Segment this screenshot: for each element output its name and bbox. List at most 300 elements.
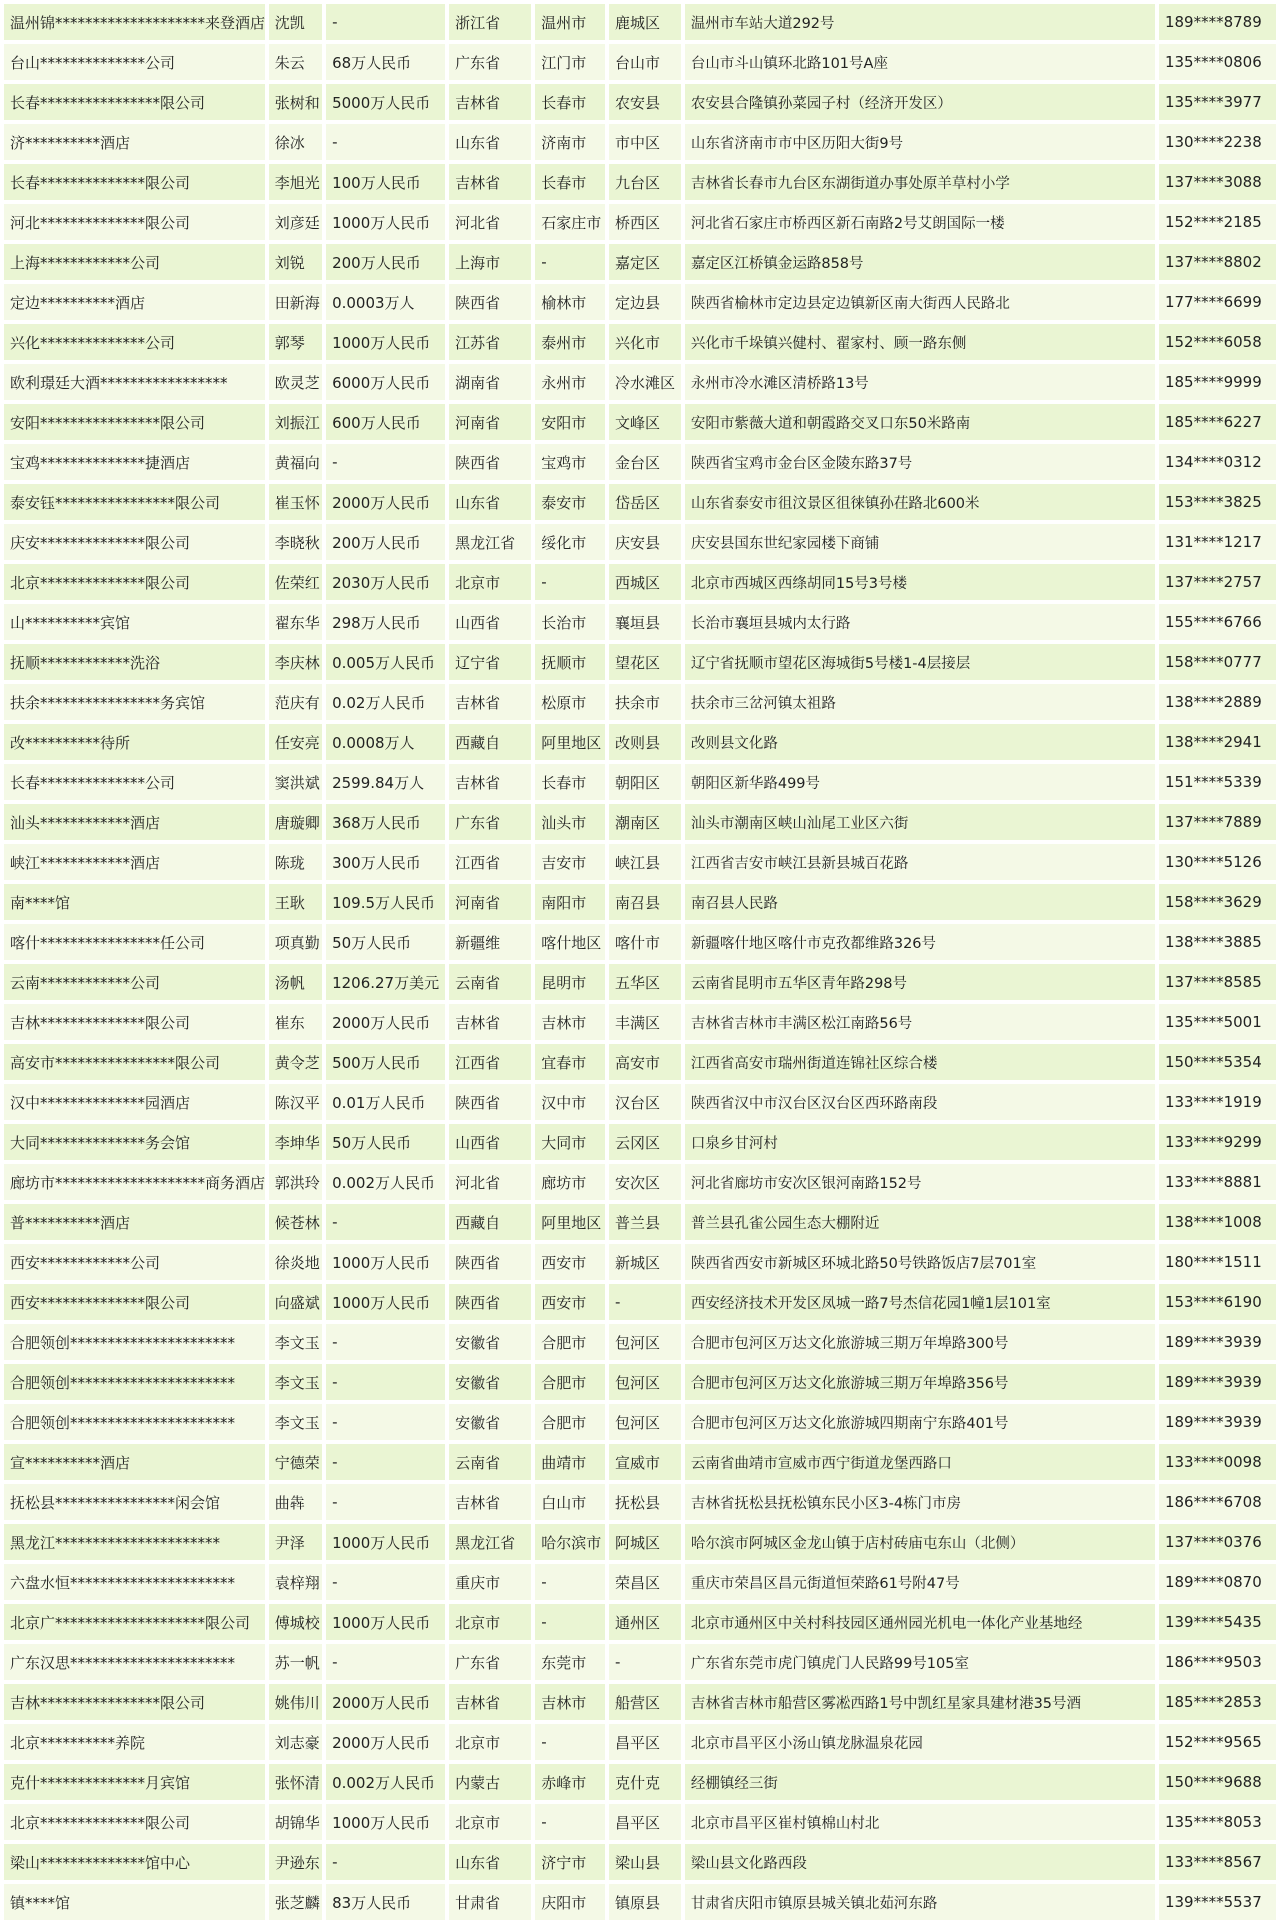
registered-capital-cell: - (326, 444, 445, 480)
district-cell: 云冈区 (609, 1124, 681, 1160)
registered-capital-cell: - (326, 1204, 445, 1240)
province-cell: 广东省 (449, 804, 531, 840)
table-row (4, 324, 1276, 360)
city-cell: 抚顺市 (535, 644, 605, 680)
address-cell: 合肥市包河区万达文化旅游城四期南宁东路401号 (685, 1404, 1155, 1440)
registered-capital-cell: 0.0008万人 (326, 724, 445, 760)
company-name-cell: 宣**********酒店 (4, 1444, 265, 1480)
province-cell: 北京市 (449, 1724, 531, 1760)
table-row (4, 684, 1276, 720)
legal-person-cell: 袁梓翔 (269, 1564, 322, 1600)
registered-capital-cell: - (326, 124, 445, 160)
phone-cell: 133****9299 (1159, 1124, 1276, 1160)
registered-capital-cell: 2000万人民币 (326, 484, 445, 520)
city-cell: 石家庄市 (535, 204, 605, 240)
district-cell: 峡江县 (609, 844, 681, 880)
registered-capital-cell: - (326, 4, 445, 40)
city-cell: 松原市 (535, 684, 605, 720)
city-cell: 喀什地区 (535, 924, 605, 960)
table-row (4, 524, 1276, 560)
table-row (4, 1044, 1276, 1080)
phone-cell: 135****3977 (1159, 84, 1276, 120)
district-cell: 高安市 (609, 1044, 681, 1080)
address-cell: 河北省石家庄市桥西区新石南路2号艾朗国际一楼 (685, 204, 1155, 240)
phone-cell: 134****0312 (1159, 444, 1276, 480)
legal-person-cell: 向盛斌 (269, 1284, 322, 1320)
address-cell: 江西省吉安市峡江县新县城百花路 (685, 844, 1155, 880)
address-cell: 口泉乡甘河村 (685, 1124, 1155, 1160)
city-cell: 西安市 (535, 1284, 605, 1320)
table-row (4, 164, 1276, 200)
company-name-cell: 抚顺************洗浴 (4, 644, 265, 680)
legal-person-cell: 张树和 (269, 84, 322, 120)
phone-cell: 185****6227 (1159, 404, 1276, 440)
city-cell: 绥化市 (535, 524, 605, 560)
registered-capital-cell: 100万人民币 (326, 164, 445, 200)
company-name-cell: 温州锦********************来登酒店 (4, 4, 265, 40)
province-cell: 北京市 (449, 1604, 531, 1640)
province-cell: 内蒙古 (449, 1764, 531, 1800)
company-name-cell: 云南************公司 (4, 964, 265, 1000)
address-cell: 吉林省抚松县抚松镇东民小区3-4栋门市房 (685, 1484, 1155, 1520)
district-cell: 文峰区 (609, 404, 681, 440)
company-name-cell: 合肥领创********************** (4, 1364, 265, 1400)
legal-person-cell: 尹逊东 (269, 1844, 322, 1880)
table-row (4, 1884, 1276, 1920)
province-cell: 黑龙江省 (449, 1524, 531, 1560)
registered-capital-cell: - (326, 1844, 445, 1880)
phone-cell: 186****6708 (1159, 1484, 1276, 1520)
registered-capital-cell: - (326, 1564, 445, 1600)
phone-cell: 153****3825 (1159, 484, 1276, 520)
company-name-cell: 兴化**************公司 (4, 324, 265, 360)
table-row (4, 4, 1276, 40)
company-name-cell: 广东汉思********************** (4, 1644, 265, 1680)
address-cell: 合肥市包河区万达文化旅游城三期万年埠路300号 (685, 1324, 1155, 1360)
registered-capital-cell: 600万人民币 (326, 404, 445, 440)
address-cell: 云南省昆明市五华区青年路298号 (685, 964, 1155, 1000)
legal-person-cell: 崔玉怀 (269, 484, 322, 520)
table-row (4, 1524, 1276, 1560)
address-cell: 梁山县文化路西段 (685, 1844, 1155, 1880)
city-cell: 汕头市 (535, 804, 605, 840)
phone-cell: 155****6766 (1159, 604, 1276, 640)
registered-capital-cell: 1206.27万美元 (326, 964, 445, 1000)
registered-capital-cell: 0.02万人民币 (326, 684, 445, 720)
company-name-cell: 汕头************酒店 (4, 804, 265, 840)
address-cell: 山东省济南市市中区历阳大街9号 (685, 124, 1155, 160)
district-cell: 定边县 (609, 284, 681, 320)
table-row (4, 1564, 1276, 1600)
registered-capital-cell: 1000万人民币 (326, 1604, 445, 1640)
city-cell: 汉中市 (535, 1084, 605, 1120)
company-name-cell: 长春**************限公司 (4, 164, 265, 200)
registered-capital-cell: - (326, 1644, 445, 1680)
address-cell: 北京市昌平区崔村镇棉山村北 (685, 1804, 1155, 1840)
table-row (4, 1444, 1276, 1480)
phone-cell: 139****5537 (1159, 1884, 1276, 1920)
legal-person-cell: 陈珑 (269, 844, 322, 880)
district-cell: 五华区 (609, 964, 681, 1000)
province-cell: 山西省 (449, 604, 531, 640)
phone-cell: 130****5126 (1159, 844, 1276, 880)
district-cell: 宣威市 (609, 1444, 681, 1480)
city-cell: 合肥市 (535, 1324, 605, 1360)
district-cell: 台山市 (609, 44, 681, 80)
address-cell: 永州市冷水滩区清桥路13号 (685, 364, 1155, 400)
company-name-cell: 宝鸡**************捷酒店 (4, 444, 265, 480)
city-cell: 永州市 (535, 364, 605, 400)
district-cell: 昌平区 (609, 1804, 681, 1840)
province-cell: 新疆维 (449, 924, 531, 960)
address-cell: 安阳市紫薇大道和朝霞路交叉口东50米路南 (685, 404, 1155, 440)
registered-capital-cell: 0.002万人民币 (326, 1164, 445, 1200)
district-cell: 镇原县 (609, 1884, 681, 1920)
table-row (4, 204, 1276, 240)
province-cell: 广东省 (449, 44, 531, 80)
legal-person-cell: 窦洪斌 (269, 764, 322, 800)
company-name-cell: 北京**************限公司 (4, 1804, 265, 1840)
registered-capital-cell: - (326, 1484, 445, 1520)
legal-person-cell: 郭洪玲 (269, 1164, 322, 1200)
phone-cell: 152****6058 (1159, 324, 1276, 360)
district-cell: 襄垣县 (609, 604, 681, 640)
district-cell: 岱岳区 (609, 484, 681, 520)
legal-person-cell: 姚伟川 (269, 1684, 322, 1720)
phone-cell: 189****3939 (1159, 1324, 1276, 1360)
registered-capital-cell: 2599.84万人 (326, 764, 445, 800)
phone-cell: 152****2185 (1159, 204, 1276, 240)
legal-person-cell: 宁德荣 (269, 1444, 322, 1480)
registered-capital-cell: 2000万人民币 (326, 1004, 445, 1040)
table-row (4, 1764, 1276, 1800)
legal-person-cell: 候苍林 (269, 1204, 322, 1240)
district-cell: 庆安县 (609, 524, 681, 560)
legal-person-cell: 张怀清 (269, 1764, 322, 1800)
registered-capital-cell: 50万人民币 (326, 924, 445, 960)
table-row (4, 84, 1276, 120)
company-name-cell: 山**********宾馆 (4, 604, 265, 640)
phone-cell: 138****3885 (1159, 924, 1276, 960)
phone-cell: 158****3629 (1159, 884, 1276, 920)
legal-person-cell: 李文玉 (269, 1324, 322, 1360)
legal-person-cell: 李旭光 (269, 164, 322, 200)
province-cell: 浙江省 (449, 4, 531, 40)
city-cell: 阿里地区 (535, 1204, 605, 1240)
address-cell: 吉林省吉林市船营区雾凇西路1号中凯红星家具建材港35号酒 (685, 1684, 1155, 1720)
company-name-cell: 台山**************公司 (4, 44, 265, 80)
phone-cell: 189****0870 (1159, 1564, 1276, 1600)
district-cell: 通州区 (609, 1604, 681, 1640)
company-name-cell: 吉林**************限公司 (4, 1004, 265, 1040)
legal-person-cell: 苏一帆 (269, 1644, 322, 1680)
legal-person-cell: 黄令芝 (269, 1044, 322, 1080)
table-row (4, 1284, 1276, 1320)
table-row (4, 564, 1276, 600)
company-name-cell: 廊坊市********************商务酒店 (4, 1164, 265, 1200)
address-cell: 陕西省宝鸡市金台区金陵东路37号 (685, 444, 1155, 480)
phone-cell: 152****9565 (1159, 1724, 1276, 1760)
province-cell: 吉林省 (449, 1684, 531, 1720)
company-name-cell: 长春****************限公司 (4, 84, 265, 120)
table-row (4, 804, 1276, 840)
city-cell: 长春市 (535, 84, 605, 120)
address-cell: 长治市襄垣县城内太行路 (685, 604, 1155, 640)
province-cell: 云南省 (449, 1444, 531, 1480)
district-cell: 包河区 (609, 1324, 681, 1360)
address-cell: 陕西省汉中市汉台区汉台区西环路南段 (685, 1084, 1155, 1120)
phone-cell: 138****2889 (1159, 684, 1276, 720)
company-name-cell: 合肥领创********************** (4, 1324, 265, 1360)
company-name-cell: 黑龙江********************** (4, 1524, 265, 1560)
legal-person-cell: 李晓秋 (269, 524, 322, 560)
legal-person-cell: 崔东 (269, 1004, 322, 1040)
legal-person-cell: 李文玉 (269, 1364, 322, 1400)
registered-capital-cell: 1000万人民币 (326, 1804, 445, 1840)
table-row (4, 484, 1276, 520)
company-name-cell: 北京**********养院 (4, 1724, 265, 1760)
city-cell: 昆明市 (535, 964, 605, 1000)
registered-capital-cell: 1000万人民币 (326, 1284, 445, 1320)
registered-capital-cell: - (326, 1324, 445, 1360)
registered-capital-cell: 300万人民币 (326, 844, 445, 880)
address-cell: 台山市斗山镇环北路101号A座 (685, 44, 1155, 80)
city-cell: - (535, 564, 605, 600)
province-cell: 江西省 (449, 844, 531, 880)
province-cell: 陕西省 (449, 1284, 531, 1320)
city-cell: 泰安市 (535, 484, 605, 520)
province-cell: 吉林省 (449, 84, 531, 120)
registered-capital-cell: - (326, 1444, 445, 1480)
company-name-cell: 梁山**************馆中心 (4, 1844, 265, 1880)
district-cell: 丰满区 (609, 1004, 681, 1040)
company-name-cell: 泰安钰****************限公司 (4, 484, 265, 520)
phone-cell: 158****0777 (1159, 644, 1276, 680)
district-cell: 新城区 (609, 1244, 681, 1280)
district-cell: 喀什市 (609, 924, 681, 960)
province-cell: 河北省 (449, 204, 531, 240)
table-row (4, 844, 1276, 880)
legal-person-cell: 唐璇卿 (269, 804, 322, 840)
legal-person-cell: 欧灵芝 (269, 364, 322, 400)
registered-capital-cell: 0.0003万人 (326, 284, 445, 320)
company-name-cell: 扶余****************务宾馆 (4, 684, 265, 720)
legal-person-cell: 翟东华 (269, 604, 322, 640)
address-cell: 北京市昌平区小汤山镇龙脉温泉花园 (685, 1724, 1155, 1760)
legal-person-cell: 徐冰 (269, 124, 322, 160)
province-cell: 吉林省 (449, 684, 531, 720)
table-row (4, 444, 1276, 480)
city-cell: 温州市 (535, 4, 605, 40)
phone-cell: 137****3088 (1159, 164, 1276, 200)
province-cell: 河南省 (449, 404, 531, 440)
province-cell: 云南省 (449, 964, 531, 1000)
address-cell: 庆安县国东世纪家园楼下商铺 (685, 524, 1155, 560)
company-name-cell: 欧利璟廷大酒***************** (4, 364, 265, 400)
legal-person-cell: 傅城校 (269, 1604, 322, 1640)
province-cell: 山东省 (449, 1844, 531, 1880)
province-cell: 甘肃省 (449, 1884, 531, 1920)
district-cell: 包河区 (609, 1404, 681, 1440)
table-row (4, 964, 1276, 1000)
address-cell: 改则县文化路 (685, 724, 1155, 760)
phone-cell: 150****9688 (1159, 1764, 1276, 1800)
address-cell: 吉林省吉林市丰满区松江南路56号 (685, 1004, 1155, 1040)
company-name-cell: 上海************公司 (4, 244, 265, 280)
address-cell: 普兰县孔雀公园生态大棚附近 (685, 1204, 1155, 1240)
province-cell: 广东省 (449, 1644, 531, 1680)
province-cell: 辽宁省 (449, 644, 531, 680)
table-row (4, 1804, 1276, 1840)
company-name-cell: 峡江************酒店 (4, 844, 265, 880)
address-cell: 吉林省长春市九台区东湖街道办事处原羊草村小学 (685, 164, 1155, 200)
city-cell: 宝鸡市 (535, 444, 605, 480)
province-cell: 河北省 (449, 1164, 531, 1200)
phone-cell: 177****6699 (1159, 284, 1276, 320)
province-cell: 北京市 (449, 564, 531, 600)
table-row (4, 1844, 1276, 1880)
address-cell: 哈尔滨市阿城区金龙山镇于店村砖庙屯东山（北侧） (685, 1524, 1155, 1560)
district-cell: 冷水滩区 (609, 364, 681, 400)
legal-person-cell: 任安亮 (269, 724, 322, 760)
table-row (4, 1724, 1276, 1760)
registered-capital-cell: 500万人民币 (326, 1044, 445, 1080)
registered-capital-cell: 368万人民币 (326, 804, 445, 840)
company-name-cell: 汉中**************园酒店 (4, 1084, 265, 1120)
city-cell: - (535, 1564, 605, 1600)
district-cell: 梁山县 (609, 1844, 681, 1880)
table-row (4, 1364, 1276, 1400)
legal-person-cell: 徐炎地 (269, 1244, 322, 1280)
address-cell: 扶余市三岔河镇太祖路 (685, 684, 1155, 720)
city-cell: 吉安市 (535, 844, 605, 880)
address-cell: 经棚镇经三街 (685, 1764, 1155, 1800)
company-name-cell: 西安**************限公司 (4, 1284, 265, 1320)
city-cell: 长春市 (535, 764, 605, 800)
table-row (4, 924, 1276, 960)
registered-capital-cell: 2030万人民币 (326, 564, 445, 600)
table-row (4, 404, 1276, 440)
district-cell: 桥西区 (609, 204, 681, 240)
address-cell: 江西省高安市瑞州街道连锦社区综合楼 (685, 1044, 1155, 1080)
address-cell: 辽宁省抚顺市望花区海城街5号楼1-4层接层 (685, 644, 1155, 680)
province-cell: 吉林省 (449, 164, 531, 200)
district-cell: 汉台区 (609, 1084, 681, 1120)
district-cell: 安次区 (609, 1164, 681, 1200)
company-name-cell: 喀什****************任公司 (4, 924, 265, 960)
legal-person-cell: 王耿 (269, 884, 322, 920)
province-cell: 陕西省 (449, 284, 531, 320)
city-cell: 大同市 (535, 1124, 605, 1160)
company-name-cell: 济**********酒店 (4, 124, 265, 160)
province-cell: 陕西省 (449, 1244, 531, 1280)
company-name-cell: 定边**********酒店 (4, 284, 265, 320)
district-cell: 嘉定区 (609, 244, 681, 280)
city-cell: 长治市 (535, 604, 605, 640)
province-cell: 山东省 (449, 484, 531, 520)
registered-capital-cell: 1000万人民币 (326, 204, 445, 240)
province-cell: 西藏自 (449, 1204, 531, 1240)
registered-capital-cell: 1000万人民币 (326, 1244, 445, 1280)
phone-cell: 189****8789 (1159, 4, 1276, 40)
table-row (4, 1324, 1276, 1360)
company-name-cell: 大同**************务会馆 (4, 1124, 265, 1160)
company-name-cell: 普**********酒店 (4, 1204, 265, 1240)
registered-capital-cell: 83万人民币 (326, 1884, 445, 1920)
city-cell: - (535, 1724, 605, 1760)
province-cell: 黑龙江省 (449, 524, 531, 560)
district-cell: 金台区 (609, 444, 681, 480)
company-name-cell: 河北**************限公司 (4, 204, 265, 240)
company-name-cell: 合肥领创********************** (4, 1404, 265, 1440)
city-cell: 济南市 (535, 124, 605, 160)
table-row (4, 724, 1276, 760)
table-body (4, 4, 1276, 1920)
district-cell: - (609, 1644, 681, 1680)
registered-capital-cell: 50万人民币 (326, 1124, 445, 1160)
province-cell: 上海市 (449, 244, 531, 280)
province-cell: 吉林省 (449, 764, 531, 800)
legal-person-cell: 李庆林 (269, 644, 322, 680)
table-row (4, 884, 1276, 920)
company-name-cell: 南****馆 (4, 884, 265, 920)
province-cell: 西藏自 (449, 724, 531, 760)
registered-capital-cell: 68万人民币 (326, 44, 445, 80)
legal-person-cell: 刘锐 (269, 244, 322, 280)
registered-capital-cell: 0.01万人民币 (326, 1084, 445, 1120)
phone-cell: 186****9503 (1159, 1644, 1276, 1680)
table-row (4, 1484, 1276, 1520)
legal-person-cell: 沈凯 (269, 4, 322, 40)
address-cell: 西安经济技术开发区凤城一路7号杰信花园1幢1层101室 (685, 1284, 1155, 1320)
table-row (4, 1124, 1276, 1160)
phone-cell: 189****3939 (1159, 1364, 1276, 1400)
table-row (4, 1684, 1276, 1720)
address-cell: 山东省泰安市徂汶景区徂徕镇孙茌路北600米 (685, 484, 1155, 520)
district-cell: 克什克 (609, 1764, 681, 1800)
phone-cell: 135****0806 (1159, 44, 1276, 80)
city-cell: 阿里地区 (535, 724, 605, 760)
city-cell: 南阳市 (535, 884, 605, 920)
phone-cell: 153****6190 (1159, 1284, 1276, 1320)
phone-cell: 139****5435 (1159, 1604, 1276, 1640)
city-cell: 合肥市 (535, 1404, 605, 1440)
company-name-cell: 克什**************月宾馆 (4, 1764, 265, 1800)
district-cell: 兴化市 (609, 324, 681, 360)
city-cell: 安阳市 (535, 404, 605, 440)
province-cell: 江苏省 (449, 324, 531, 360)
table-row (4, 1644, 1276, 1680)
city-cell: 泰州市 (535, 324, 605, 360)
phone-cell: 138****1008 (1159, 1204, 1276, 1240)
province-cell: 吉林省 (449, 1004, 531, 1040)
address-cell: 新疆喀什地区喀什市克孜都维路326号 (685, 924, 1155, 960)
district-cell: 南召县 (609, 884, 681, 920)
company-name-cell: 镇****馆 (4, 1884, 265, 1920)
district-cell: 船营区 (609, 1684, 681, 1720)
province-cell: 山东省 (449, 124, 531, 160)
address-cell: 陕西省西安市新城区环城北路50号铁路饭店7层701室 (685, 1244, 1155, 1280)
legal-person-cell: 汤帆 (269, 964, 322, 1000)
registered-capital-cell: 2000万人民币 (326, 1724, 445, 1760)
district-cell: 昌平区 (609, 1724, 681, 1760)
address-cell: 重庆市荣昌区昌元街道恒荣路61号附47号 (685, 1564, 1155, 1600)
district-cell: 西城区 (609, 564, 681, 600)
registered-capital-cell: - (326, 1404, 445, 1440)
company-name-cell: 六盘水恒********************** (4, 1564, 265, 1600)
city-cell: - (535, 244, 605, 280)
phone-cell: 137****8585 (1159, 964, 1276, 1000)
